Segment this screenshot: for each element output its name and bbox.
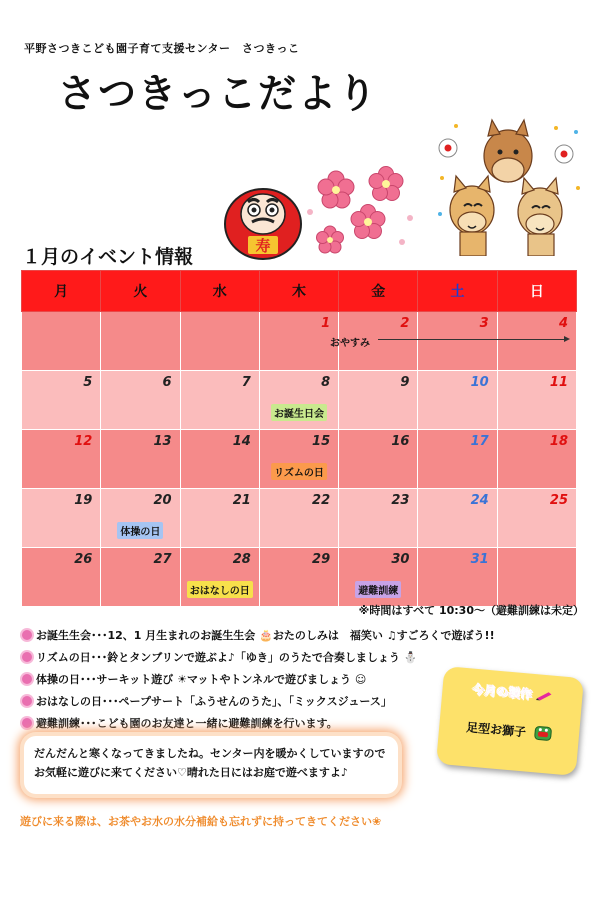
sun-icon: ☀ bbox=[177, 673, 187, 686]
day-number: 9 bbox=[400, 375, 410, 390]
calendar-day-cell bbox=[101, 430, 180, 489]
list-item: 避難訓練･･･こども園のお友達と一緒に避難訓練を行います。 bbox=[22, 713, 495, 735]
calendar-day-cell bbox=[339, 371, 418, 430]
calendar-day-cell bbox=[339, 548, 418, 607]
calendar-day-cell bbox=[418, 548, 497, 607]
calendar-day-cell bbox=[22, 430, 101, 489]
day-number: 12 bbox=[74, 434, 93, 449]
daruma-illustration bbox=[222, 180, 304, 260]
calendar-week-row bbox=[22, 489, 577, 548]
event-calendar bbox=[21, 270, 577, 607]
calendar-week-row bbox=[22, 548, 577, 607]
day-number: 5 bbox=[83, 375, 93, 390]
day-number: 1 bbox=[321, 316, 331, 331]
calendar-day-cell bbox=[497, 489, 576, 548]
flower-bullet-icon bbox=[22, 630, 32, 640]
message-line-1: だんだんと寒くなってきましたね。センター内を暖かくしていますので bbox=[34, 747, 386, 760]
calendar-day-cell bbox=[339, 489, 418, 548]
day-number: 31 bbox=[470, 552, 489, 567]
calendar-day-cell bbox=[180, 430, 259, 489]
calendar-day-cell bbox=[180, 371, 259, 430]
day-number: 26 bbox=[74, 552, 93, 567]
event-tag: お誕生日会 bbox=[271, 404, 327, 421]
smile-icon: ☺ bbox=[354, 673, 367, 686]
craft-card-item: 足型お獅子 bbox=[439, 716, 580, 745]
calendar-day-cell bbox=[497, 371, 576, 430]
list-item: おはなしの日･･･ペープサート「ふうせんのうた」、「ミックスジュース」 bbox=[22, 691, 495, 713]
day-number: 3 bbox=[479, 316, 489, 331]
day-number: 22 bbox=[312, 493, 331, 508]
list-item: 体操の日･･･サーキット遊び ☀マットやトンネルで遊びましょう ☺ bbox=[22, 669, 495, 691]
day-number: 20 bbox=[153, 493, 172, 508]
organization-name: 平野さつきこども園子育て支援センター さつきっこ bbox=[24, 42, 300, 55]
calendar-day-cell bbox=[418, 489, 497, 548]
weekday-thu: 木 bbox=[259, 271, 338, 312]
weekday-sun: 日 bbox=[497, 271, 576, 312]
message-line-2: お気軽に遊びに来てください♡晴れた日にはお庭で遊べますよ♪ bbox=[34, 766, 348, 779]
calendar-day-cell bbox=[101, 371, 180, 430]
calendar-week-row bbox=[22, 371, 577, 430]
day-number: 2 bbox=[400, 316, 410, 331]
day-number: 4 bbox=[558, 316, 568, 331]
calendar-day-cell bbox=[22, 371, 101, 430]
calendar-day-cell bbox=[101, 312, 180, 371]
plum-blossom-illustration bbox=[302, 160, 420, 258]
calendar-day-cell bbox=[418, 312, 497, 371]
calendar-day-cell bbox=[180, 548, 259, 607]
calendar-day-cell bbox=[339, 430, 418, 489]
calendar-day-cell bbox=[259, 489, 338, 548]
calendar-day-cell bbox=[259, 548, 338, 607]
calendar-day-cell bbox=[101, 548, 180, 607]
day-number: 19 bbox=[74, 493, 93, 508]
calendar-week-row bbox=[22, 430, 577, 489]
calendar-day-cell bbox=[259, 312, 338, 371]
time-note: ※時間はすべて 10:30～（避難訓練は未定） bbox=[358, 604, 584, 617]
day-number: 14 bbox=[232, 434, 251, 449]
pencil-icon bbox=[536, 690, 553, 701]
day-number: 6 bbox=[162, 375, 172, 390]
weekday-header-row bbox=[22, 271, 577, 312]
day-number: 17 bbox=[470, 434, 489, 449]
daruma-kotobuki-text: 寿 bbox=[255, 237, 271, 255]
list-item: お誕生生会･･･12、1 月生まれのお誕生生会 🎂おたのしみは 福笑い ♫すごろくで遊ぼう!! bbox=[22, 625, 495, 647]
flower-bullet-icon bbox=[22, 674, 32, 684]
day-number: 11 bbox=[549, 375, 568, 390]
newsletter-title: さつきっこだより bbox=[58, 70, 379, 117]
day-number: 27 bbox=[153, 552, 172, 567]
event-info-heading: １月のイベント情報 bbox=[22, 246, 194, 268]
day-number: 8 bbox=[321, 375, 331, 390]
holiday-label: おやすみ bbox=[330, 338, 370, 349]
day-number: 13 bbox=[153, 434, 172, 449]
calendar-day-cell bbox=[259, 430, 338, 489]
event-tag: 体操の日 bbox=[117, 522, 163, 539]
day-number: 30 bbox=[391, 552, 410, 567]
day-number: 15 bbox=[312, 434, 331, 449]
calendar-day-cell bbox=[497, 430, 576, 489]
day-number: 28 bbox=[232, 552, 251, 567]
calendar-day-cell bbox=[418, 371, 497, 430]
weekday-fri: 金 bbox=[339, 271, 418, 312]
day-number: 10 bbox=[470, 375, 489, 390]
event-tag: おはなしの日 bbox=[187, 581, 253, 598]
calendar-day-cell bbox=[259, 371, 338, 430]
footer-note: 遊びに来る際は、お茶やお水の水分補給も忘れずに持ってきてください❀ bbox=[20, 815, 382, 828]
calendar-week-row bbox=[22, 312, 577, 371]
list-item: リズムの日･･･鈴とタンブリンで遊ぶよ♪「ゆき」のうたで合奏しましょう ⛄ bbox=[22, 647, 495, 669]
calendar-day-cell bbox=[497, 548, 576, 607]
weekday-mon: 月 bbox=[22, 271, 101, 312]
event-tag: リズムの日 bbox=[271, 463, 327, 480]
weekday-sat: 土 bbox=[418, 271, 497, 312]
lion-dance-icon bbox=[534, 724, 553, 742]
day-number: 16 bbox=[391, 434, 410, 449]
calendar-day-cell bbox=[180, 312, 259, 371]
calendar-day-cell bbox=[180, 489, 259, 548]
monthly-craft-card bbox=[436, 666, 584, 776]
day-number: 18 bbox=[549, 434, 568, 449]
holiday-arrow-icon bbox=[378, 339, 568, 340]
weekday-tue: 火 bbox=[101, 271, 180, 312]
day-number: 23 bbox=[391, 493, 410, 508]
weekday-wed: 水 bbox=[180, 271, 259, 312]
day-number: 25 bbox=[549, 493, 568, 508]
craft-card-title: 今月の製作 bbox=[442, 678, 583, 707]
snowman-icon: ⛄ bbox=[403, 651, 418, 664]
message-box bbox=[24, 736, 398, 794]
cake-icon: 🎂 bbox=[259, 629, 273, 642]
music-note-icon: ♫ bbox=[386, 629, 397, 642]
day-number: 29 bbox=[312, 552, 331, 567]
calendar-day-cell bbox=[22, 548, 101, 607]
calendar-day-cell bbox=[22, 312, 101, 371]
horse-illustration bbox=[436, 118, 586, 256]
flower-bullet-icon bbox=[22, 718, 32, 728]
calendar-day-cell bbox=[101, 489, 180, 548]
day-number: 24 bbox=[470, 493, 489, 508]
event-description-list bbox=[22, 625, 495, 735]
calendar-day-cell bbox=[22, 489, 101, 548]
flower-bullet-icon bbox=[22, 696, 32, 706]
flower-bullet-icon bbox=[22, 652, 32, 662]
day-number: 21 bbox=[232, 493, 251, 508]
day-number: 7 bbox=[241, 375, 251, 390]
calendar-day-cell bbox=[418, 430, 497, 489]
event-tag: 避難訓練 bbox=[355, 581, 401, 598]
